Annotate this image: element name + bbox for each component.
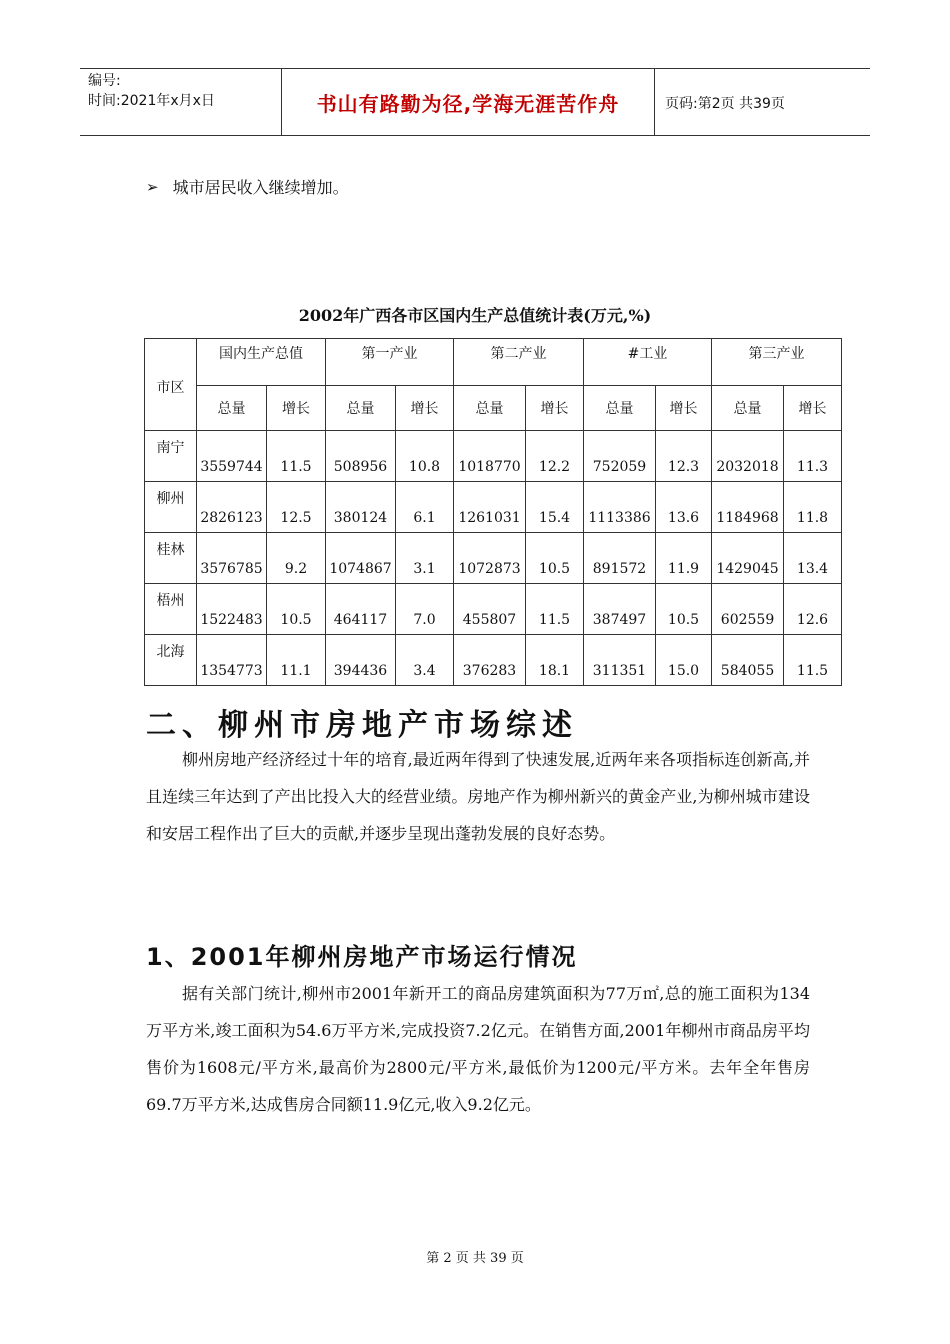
table-cell: 11.1: [267, 635, 326, 686]
subsection-paragraph: 据有关部门统计,柳州市2001年新开工的商品房建筑面积为77万㎡,总的施工面积为134万平方米,竣工面积为54.6万平方米,完成投资7.2亿元。在销售方面,2001年柳州市商品房平均售价为1608元/平方米,最高价为2800元/平方米,最低价为1200元/平方米。去年全年售房69.7万平方米,达成售房合同额11.9亿元,收入9.2亿元。: [146, 984, 810, 1114]
table-cell: 3576785: [197, 533, 267, 584]
table-cell: 455807: [454, 584, 526, 635]
header-time: 时间:2021年x月x日: [88, 93, 215, 109]
group-header: #工业: [584, 339, 712, 386]
subsection-heading: 1、2001年柳州房地产市场运行情况: [146, 943, 578, 971]
table-cell: 376283: [454, 635, 526, 686]
header-number: 编号:: [88, 73, 121, 89]
sub-header-total: 总量: [454, 386, 526, 431]
section-paragraph: 柳州房地产经济经过十年的培育,最近两年得到了快速发展,近两年来各项指标连创新高,并且连续三年达到了产出比投入大的经营业绩。房地产作为柳州新兴的黄金产业,为柳州城市建设和安居工程作出了巨大的贡献,并逐步呈现出蓬勃发展的良好态势。: [146, 750, 810, 843]
table-cell: 380124: [326, 482, 396, 533]
table-cell: 584055: [712, 635, 784, 686]
table-cell: 1184968: [712, 482, 784, 533]
page-footer: 第 2 页 共 39 页: [426, 1251, 524, 1266]
table-cell: 11.5: [784, 635, 842, 686]
sub-header-growth: 增长: [784, 386, 842, 431]
table-row: [145, 533, 842, 584]
table-cell: 2826123: [197, 482, 267, 533]
city-cell: 南宁: [145, 431, 197, 482]
group-header: 第二产业: [454, 339, 584, 386]
table-title: 2002年广西各市区国内生产总值统计表(万元,%): [298, 306, 652, 325]
table-cell: 12.6: [784, 584, 842, 635]
table-cell: 1354773: [197, 635, 267, 686]
table-cell: 1113386: [584, 482, 656, 533]
table-cell: 12.3: [656, 431, 712, 482]
gdp-table: [144, 338, 842, 686]
table-cell: 508956: [326, 431, 396, 482]
table-cell: 11.9: [656, 533, 712, 584]
group-header: 第三产业: [712, 339, 842, 386]
table-header-row: [145, 339, 842, 386]
table-cell: 602559: [712, 584, 784, 635]
table-cell: 394436: [326, 635, 396, 686]
sub-header-total: 总量: [584, 386, 656, 431]
table-cell: 15.4: [526, 482, 584, 533]
table-cell: 2032018: [712, 431, 784, 482]
sub-header-growth: 增长: [396, 386, 454, 431]
table-cell: 11.5: [526, 584, 584, 635]
table-cell: 15.0: [656, 635, 712, 686]
table-cell: 464117: [326, 584, 396, 635]
table-cell: 13.4: [784, 533, 842, 584]
table-cell: 7.0: [396, 584, 454, 635]
header-motto: 书山有路勤为径,学海无涯苦作舟: [281, 69, 655, 135]
group-header: 第一产业: [326, 339, 454, 386]
sub-header-total: 总量: [197, 386, 267, 431]
section-heading: 二、柳州市房地产市场综述: [146, 708, 578, 743]
table-cell: 1429045: [712, 533, 784, 584]
table-cell: 3559744: [197, 431, 267, 482]
city-cell: 柳州: [145, 482, 197, 533]
sub-header-growth: 增长: [656, 386, 712, 431]
table-cell: 18.1: [526, 635, 584, 686]
table-cell: 10.8: [396, 431, 454, 482]
header-page-info: 页码:第2页 共39页: [665, 96, 785, 112]
table-cell: 3.4: [396, 635, 454, 686]
city-header: 市区: [145, 339, 197, 431]
table-cell: 12.5: [267, 482, 326, 533]
table-cell: 752059: [584, 431, 656, 482]
table-cell: 1074867: [326, 533, 396, 584]
header-meta: [80, 69, 281, 135]
bullet-text: 城市居民收入继续增加。: [172, 178, 349, 197]
table-cell: 6.1: [396, 482, 454, 533]
bullet-item: [146, 175, 349, 198]
table-cell: 11.5: [267, 431, 326, 482]
city-cell: 北海: [145, 635, 197, 686]
table-row: [145, 584, 842, 635]
table-cell: 12.2: [526, 431, 584, 482]
sub-header-growth: 增长: [267, 386, 326, 431]
table-row: [145, 635, 842, 686]
table-cell: 11.8: [784, 482, 842, 533]
sub-header-total: 总量: [712, 386, 784, 431]
table-row: [145, 482, 842, 533]
table-cell: 1072873: [454, 533, 526, 584]
arrow-right-icon: ➢: [146, 177, 159, 196]
table-row: [145, 431, 842, 482]
table-cell: 1018770: [454, 431, 526, 482]
table-cell: 3.1: [396, 533, 454, 584]
table-cell: 1522483: [197, 584, 267, 635]
table-cell: 11.3: [784, 431, 842, 482]
city-cell: 桂林: [145, 533, 197, 584]
table-cell: 13.6: [656, 482, 712, 533]
table-cell: 10.5: [526, 533, 584, 584]
sub-header-growth: 增长: [526, 386, 584, 431]
table-cell: 311351: [584, 635, 656, 686]
table-cell: 9.2: [267, 533, 326, 584]
table-cell: 387497: [584, 584, 656, 635]
table-cell: 891572: [584, 533, 656, 584]
city-cell: 梧州: [145, 584, 197, 635]
table-cell: 10.5: [267, 584, 326, 635]
sub-header-total: 总量: [326, 386, 396, 431]
page-header: [80, 68, 870, 136]
table-subheader-row: [145, 386, 842, 431]
table-cell: 10.5: [656, 584, 712, 635]
table-cell: 1261031: [454, 482, 526, 533]
group-header: 国内生产总值: [197, 339, 326, 386]
